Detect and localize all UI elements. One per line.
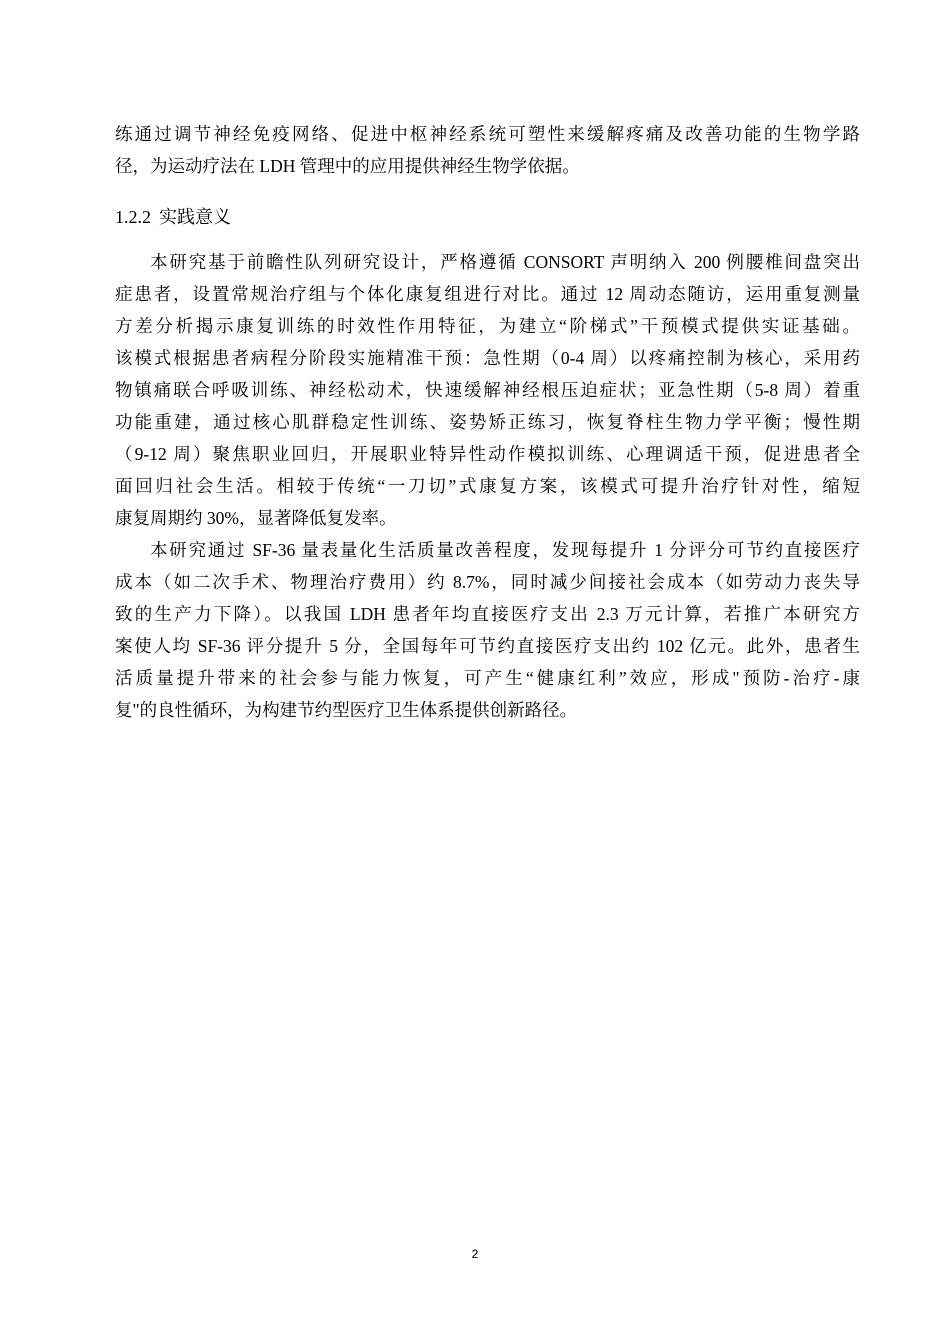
paragraph1-line-4: 该模式根据患者病程分阶段实施精准干预：急性期（0-4 周）以疼痛控制为核心，采用药 (115, 348, 860, 368)
page-number: 2 (471, 1247, 479, 1261)
paragraph2-line-5: 活质量提升带来的社会参与能力恢复，可产生“健康红利”效应，形成"预防-治疗-康 (115, 668, 860, 688)
section-title: 实践意义 (159, 207, 231, 227)
paragraph1-line-1: 本研究基于前瞻性队列研究设计，严格遵循 CONSORT 声明纳入 200 例腰椎间盘突出 (150, 252, 860, 272)
paragraph1-line-7: （9-12 周）聚焦职业回归，开展职业特异性动作模拟训练、心理调适干预，促进患者全 (115, 444, 860, 464)
paragraph2-line-2: 成本（如二次手术、物理治疗费用）约 8.7%，同时减少间接社会成本（如劳动力丧失导 (115, 572, 860, 592)
paragraph1-line-2: 症患者，设置常规治疗组与个体化康复组进行对比。通过 12 周动态随访，运用重复测量 (115, 284, 860, 304)
paragraph2-line-3: 致的生产力下降）。以我国 LDH 患者年均直接医疗支出 2.3 万元计算，若推广本研究方 (115, 604, 860, 624)
paragraph1-line-8: 面回归社会生活。相较于传统“一刀切”式康复方案，该模式可提升治疗针对性，缩短 (115, 476, 860, 496)
paragraph1-line-9: 康复周期约 30%，显著降低复发率。 (115, 508, 397, 528)
intro-line-1: 练通过调节神经免疫网络、促进中枢神经系统可塑性来缓解疼痛及改善功能的生物学路 (115, 124, 860, 144)
paragraph1-line-6: 功能重建，通过核心肌群稳定性训练、姿势矫正练习，恢复脊柱生物力学平衡；慢性期 (115, 412, 860, 432)
section-number: 1.2.2 (115, 207, 151, 227)
paragraph1-line-3: 方差分析揭示康复训练的时效性作用特征，为建立“阶梯式”干预模式提供实证基础。 (115, 316, 860, 336)
section-heading (115, 200, 231, 234)
paragraph2-line-6: 复"的良性循环，为构建节约型医疗卫生体系提供创新路径。 (115, 700, 578, 720)
paragraph1-line-5: 物镇痛联合呼吸训练、神经松动术，快速缓解神经根压迫症状；亚急性期（5-8 周）着重 (115, 380, 860, 400)
intro-line-2: 径，为运动疗法在 LDH 管理中的应用提供神经生物学依据。 (115, 156, 580, 176)
paragraph2-line-4: 案使人均 SF-36 评分提升 5 分，全国每年可节约直接医疗支出约 102 亿元。此外，患者生 (115, 636, 860, 656)
paragraph2-line-1: 本研究通过 SF-36 量表量化生活质量改善程度，发现每提升 1 分评分可节约直接医疗 (150, 540, 860, 560)
